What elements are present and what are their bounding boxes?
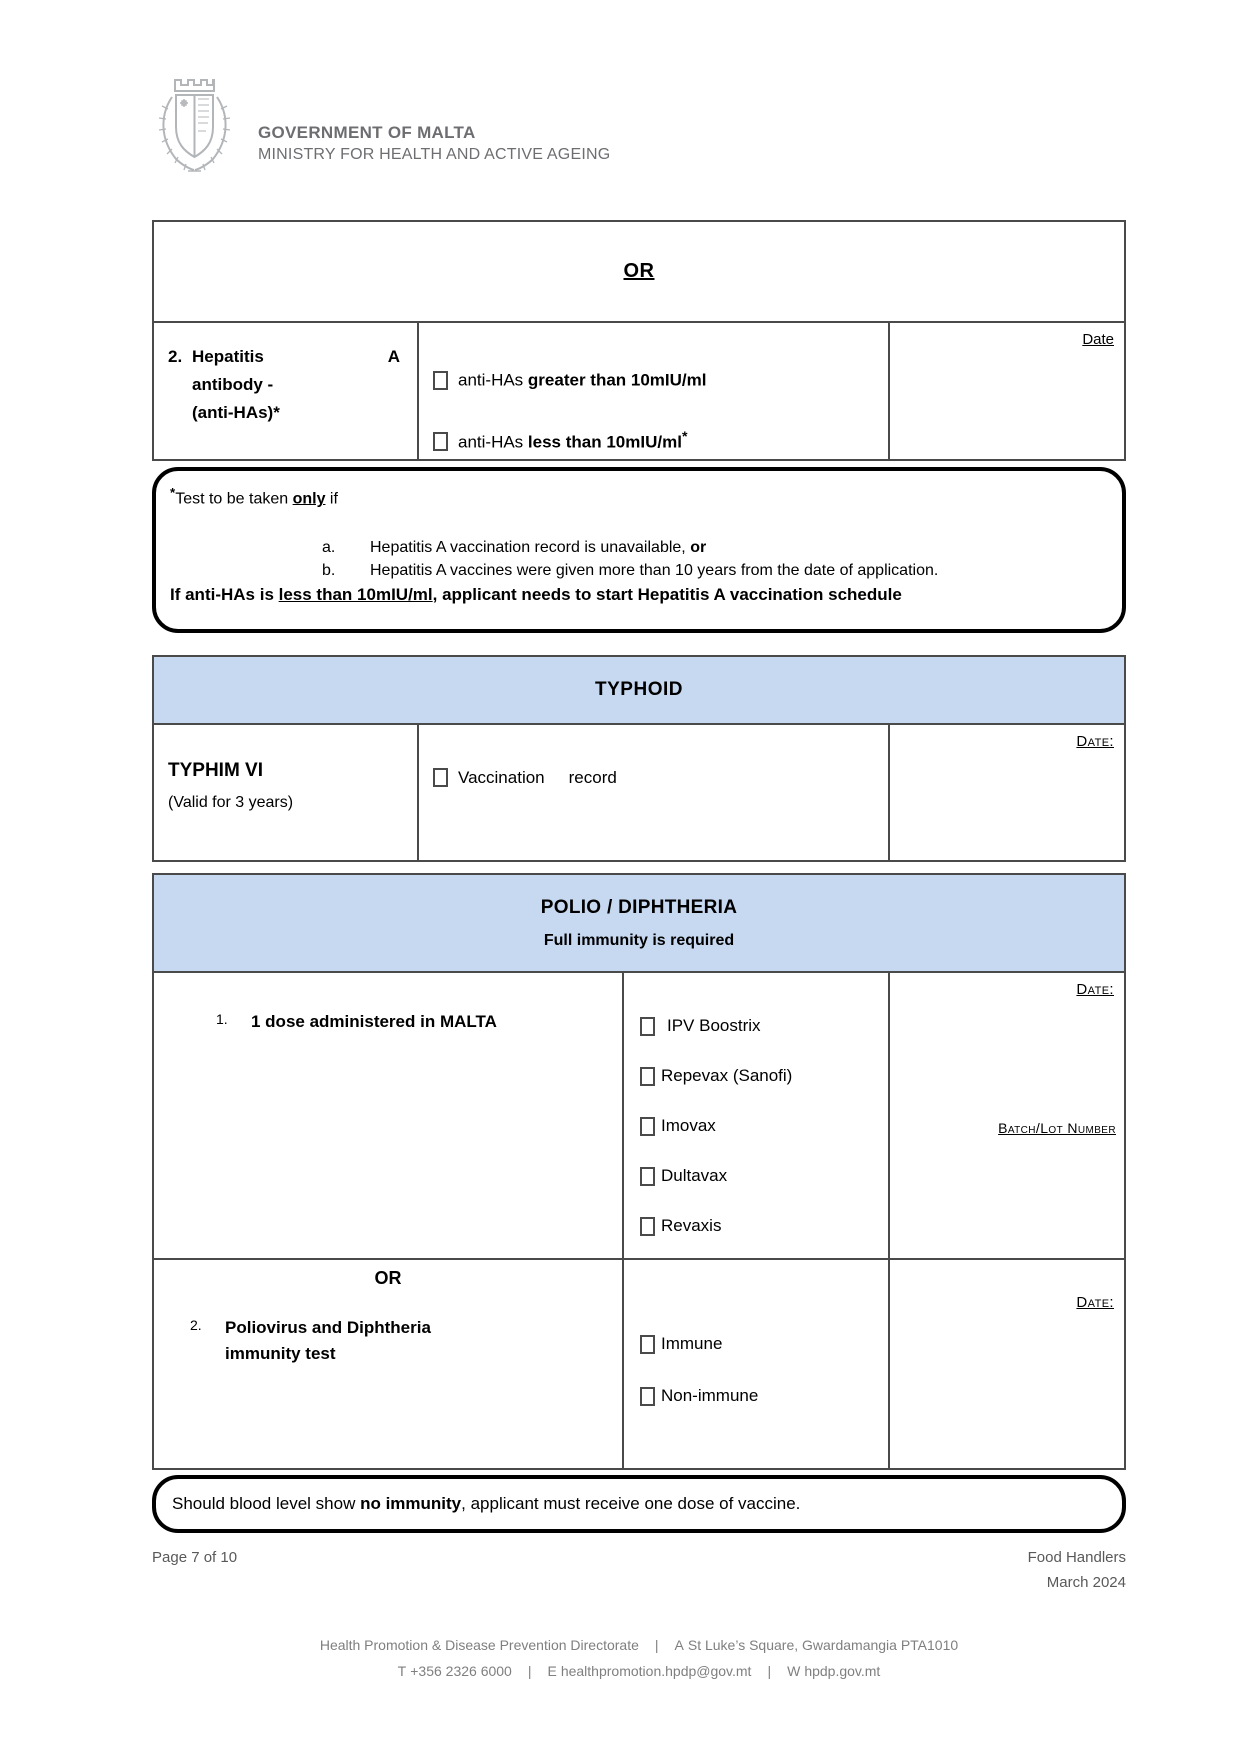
typhoid-row [154, 725, 1124, 860]
option-label: Non-immune [661, 1386, 759, 1405]
date-label: Date [1082, 331, 1114, 348]
row-number: 2. [190, 1317, 202, 1333]
note2-no-immunity: no immunity [360, 1494, 462, 1513]
option-immune [640, 1318, 888, 1370]
hepatitis-antibody-row [154, 323, 1124, 459]
option-label: IPV Boostrix [667, 1016, 761, 1035]
polio-vaccine-options-cell [624, 973, 890, 1258]
item-a-or: or [690, 539, 707, 557]
checkbox-imovax-icon[interactable] [640, 1117, 655, 1136]
date-label: Date: [1076, 981, 1114, 998]
antibody-line: antibody - [192, 375, 274, 394]
hepatitis-word: Hepatitis [192, 347, 264, 366]
web-label: W [787, 1663, 801, 1679]
option-anti-has-greater [433, 367, 888, 391]
option-text-bold: greater than 10mIU/ml [527, 370, 707, 390]
dose-administered-label: 1 dose administered in MALTA [251, 1012, 497, 1031]
document-date: March 2024 [1046, 1574, 1126, 1591]
polio-subtitle: Full immunity is required [543, 932, 735, 949]
checkbox-dultavax-icon[interactable] [640, 1167, 655, 1186]
checkbox-anti-has-greater-icon[interactable] [433, 371, 448, 390]
immunity-test-label-line1: Poliovirus and Diphtheria [225, 1318, 431, 1337]
option-anti-has-less [433, 429, 888, 453]
checkbox-repevax-icon[interactable] [640, 1067, 655, 1086]
hepatitis-a-word: A [387, 347, 400, 366]
polio-dose-cell [154, 973, 624, 1258]
option-label: Dultavax [661, 1166, 728, 1185]
note1-closing [170, 585, 1106, 605]
polio-title: POLIO / DIPHTHERIA [540, 897, 738, 918]
malta-coat-of-arms-icon [148, 75, 240, 177]
web-address[interactable]: hpdp.gov.mt [804, 1663, 881, 1679]
checkbox-non-immune-icon[interactable] [640, 1387, 655, 1406]
polio-row1-date-cell[interactable] [890, 973, 1124, 1258]
note2-post: , applicant must receive one dose of vaccine. [461, 1494, 801, 1513]
checkbox-ipv-boostrix-icon[interactable] [640, 1017, 655, 1036]
typhoid-header [154, 657, 1124, 725]
option-sup: * [681, 428, 688, 445]
or-label: OR [374, 1268, 402, 1288]
typhoid-table [152, 655, 1126, 862]
note1-only-word: only [292, 490, 326, 508]
option-repevax [640, 1051, 888, 1101]
hepatitis-or-header [154, 222, 1124, 323]
note1-intro [170, 485, 1106, 508]
closing-post: , applicant needs to start Hepatitis A vaccination schedule [432, 585, 902, 605]
option-revaxis [640, 1201, 888, 1251]
note1-item-a [322, 536, 1106, 559]
anti-has-line: (anti-HAs)* [192, 403, 280, 422]
hepatitis-test-note-box [152, 467, 1126, 633]
row-number: 2. [168, 347, 183, 366]
note1-intro-text: Test to be taken [175, 490, 293, 508]
blood-level-note-box [152, 1475, 1126, 1533]
closing-pre: If anti-HAs is [170, 585, 279, 605]
typhoid-title: TYPHOID [595, 679, 683, 700]
document-name: Food Handlers [1027, 1549, 1126, 1566]
email-address[interactable]: healthpromotion.hpdp@gov.mt [560, 1663, 752, 1679]
option-ipv-boostrix [640, 1001, 888, 1051]
polio-row-1 [154, 973, 1124, 1260]
vaccination-word: Vaccination [458, 768, 545, 787]
polio-header [154, 875, 1124, 973]
item-a-label: a. [322, 539, 336, 557]
date-label: Date: [1076, 733, 1114, 750]
note1-intro-end: if [325, 490, 338, 508]
validity-label: (Valid for 3 years) [168, 794, 294, 811]
item-a-text: Hepatitis A vaccination record is unavailable, [370, 539, 691, 557]
separator: | [527, 1663, 532, 1679]
note1-item-b [322, 559, 1106, 582]
row-number: 1. [216, 1011, 228, 1027]
hepatitis-a-table [152, 220, 1126, 461]
hepatitis-antibody-title-cell [154, 323, 419, 459]
hepatitis-date-cell[interactable] [890, 323, 1124, 459]
checkbox-immune-icon[interactable] [640, 1335, 655, 1354]
immunity-options-cell [624, 1260, 890, 1468]
government-of-malta-title: GOVERNMENT OF MALTA [258, 123, 476, 142]
item-b-label: b. [322, 562, 336, 580]
polio-row2-date-cell[interactable] [890, 1260, 1124, 1468]
email-label: E [547, 1663, 557, 1679]
poliovirus-immunity-cell [154, 1260, 624, 1468]
option-text-bold: less than 10mIU/ml [527, 432, 682, 452]
note2-pre: Should blood level show [172, 1494, 361, 1513]
checkbox-revaxis-icon[interactable] [640, 1217, 655, 1236]
ministry-subtitle: MINISTRY FOR HEALTH AND ACTIVE AGEING [258, 146, 611, 163]
separator: | [654, 1637, 659, 1653]
contact-line-1 [152, 1637, 1126, 1653]
typhim-vi-label: TYPHIM VI [168, 760, 264, 781]
option-label: Revaxis [661, 1216, 722, 1235]
typhoid-option-cell [419, 725, 890, 860]
polio-diphtheria-table [152, 873, 1126, 1470]
or-label: OR [623, 260, 655, 282]
asterisk: * [170, 485, 176, 500]
address-label: A [674, 1637, 684, 1653]
checkbox-anti-has-less-icon[interactable] [433, 432, 448, 451]
record-word: record [568, 768, 617, 787]
date-label: Date: [1076, 1294, 1114, 1311]
item-b-text: Hepatitis A vaccines were given more than 10 years from the date of application. [370, 562, 939, 580]
immunity-test-label-line2: immunity test [225, 1344, 336, 1363]
government-header [148, 75, 611, 177]
directorate-name: Health Promotion & Disease Prevention Directorate [319, 1637, 639, 1653]
option-imovax [640, 1101, 888, 1151]
batch-lot-number-label: Batch/Lot Number [998, 1120, 1116, 1136]
option-non-immune [640, 1370, 888, 1422]
option-label: Imovax [661, 1116, 716, 1135]
option-label: Repevax (Sanofi) [661, 1066, 793, 1085]
separator: | [767, 1663, 772, 1679]
typhim-cell [154, 725, 419, 860]
hepatitis-options-cell [419, 323, 890, 459]
checkbox-vaccination-record-icon[interactable] [433, 768, 448, 787]
address-text: St Luke’s Square, Gwardamangia PTA1010 [687, 1637, 959, 1653]
tel-label: T [397, 1663, 407, 1679]
option-text: anti-HAs [458, 370, 528, 390]
option-text: anti-HAs [458, 432, 528, 452]
typhoid-date-cell[interactable] [890, 725, 1124, 860]
tel-number: +356 2326 6000 [410, 1663, 512, 1679]
option-dultavax [640, 1151, 888, 1201]
page-number: Page 7 of 10 [152, 1549, 238, 1566]
polio-row-2 [154, 1260, 1124, 1468]
contact-line-2 [152, 1663, 1126, 1679]
option-label: Immune [661, 1334, 723, 1353]
closing-underline: less than 10mIU/ml [278, 585, 433, 605]
